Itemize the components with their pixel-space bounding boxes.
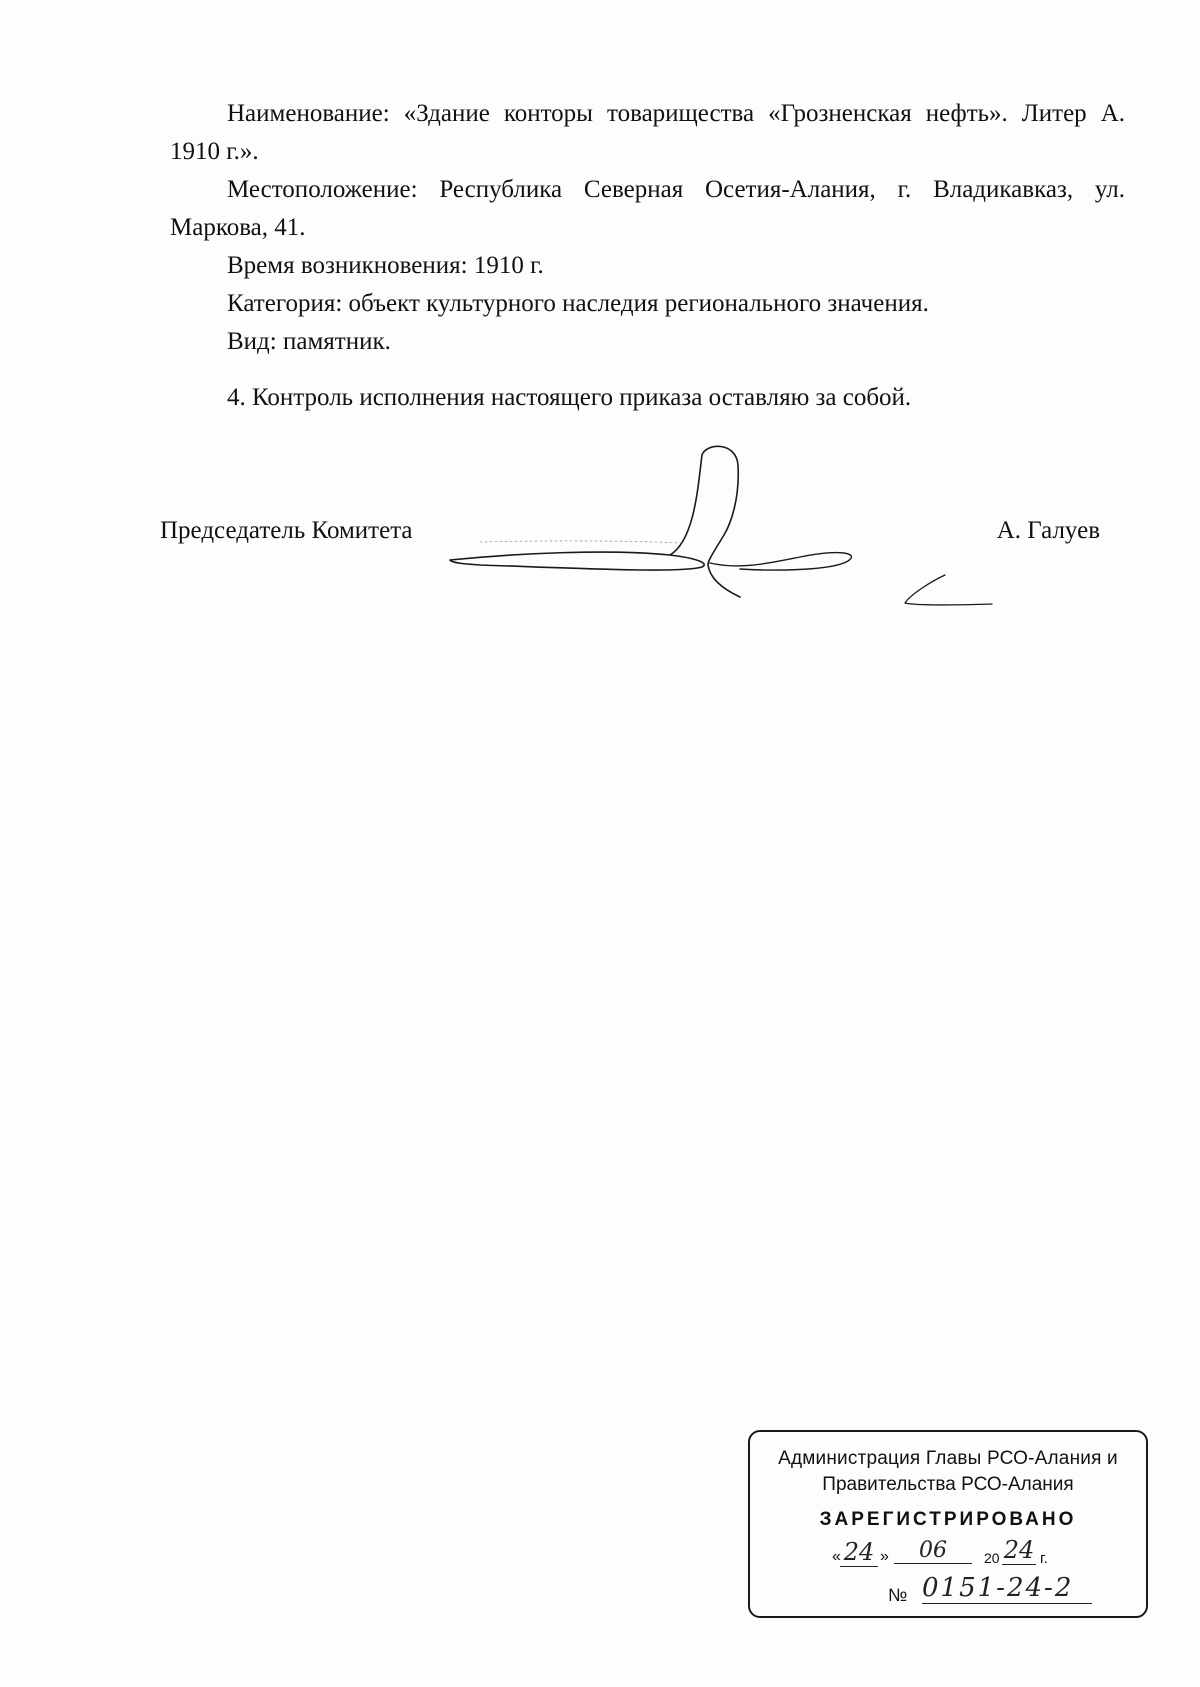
signatory-name: А. Галуев bbox=[996, 517, 1100, 544]
document-body bbox=[170, 95, 1125, 417]
paragraph-type: Вид: памятник. bbox=[227, 328, 391, 355]
stamp-date-century: 20 bbox=[984, 1550, 1000, 1566]
paragraph-origin-time: Время возникновения: 1910 г. bbox=[227, 252, 544, 279]
stamp-date bbox=[832, 1536, 1092, 1572]
stamp-organization-line1: Администрация Главы РСО-Алания и bbox=[778, 1448, 1118, 1469]
paragraph-name: Наименование: «Здание конторы товарищества «Грозненская нефть». Литер А. 1910 г.». bbox=[170, 100, 1125, 165]
stamp-registered-label: ЗАРЕГИСТРИРОВАНО bbox=[819, 1509, 1077, 1530]
stamp-date-day: 24 bbox=[840, 1538, 878, 1567]
stamp-date-quote-close: » bbox=[880, 1548, 889, 1565]
signatory-title: Председатель Комитета bbox=[160, 517, 413, 544]
paragraph-location: Местоположение: Республика Северная Осетия-Алания, г. Владикавказ, ул. Маркова, 41. bbox=[170, 176, 1125, 241]
stamp-date-year-mark: г. bbox=[1040, 1550, 1048, 1567]
stamp-registration-number bbox=[888, 1573, 1118, 1607]
paragraph-category: Категория: объект культурного наследия регионального значения. bbox=[227, 290, 929, 317]
paragraph-control: 4. Контроль исполнения настоящего приказа оставляю за собой. bbox=[227, 384, 912, 411]
stamp-number-label: № bbox=[888, 1585, 908, 1605]
stamp-organization-line2: Правительства РСО-Алания bbox=[822, 1474, 1074, 1495]
stamp-date-month: 06 bbox=[894, 1538, 972, 1564]
handwritten-signature-icon bbox=[440, 445, 1020, 620]
stamp-date-quote-open: « bbox=[832, 1548, 841, 1565]
registration-stamp bbox=[748, 1430, 1148, 1618]
stamp-number-value: 0151-24-2 bbox=[922, 1573, 1092, 1604]
stamp-date-year: 24 bbox=[1003, 1536, 1035, 1564]
